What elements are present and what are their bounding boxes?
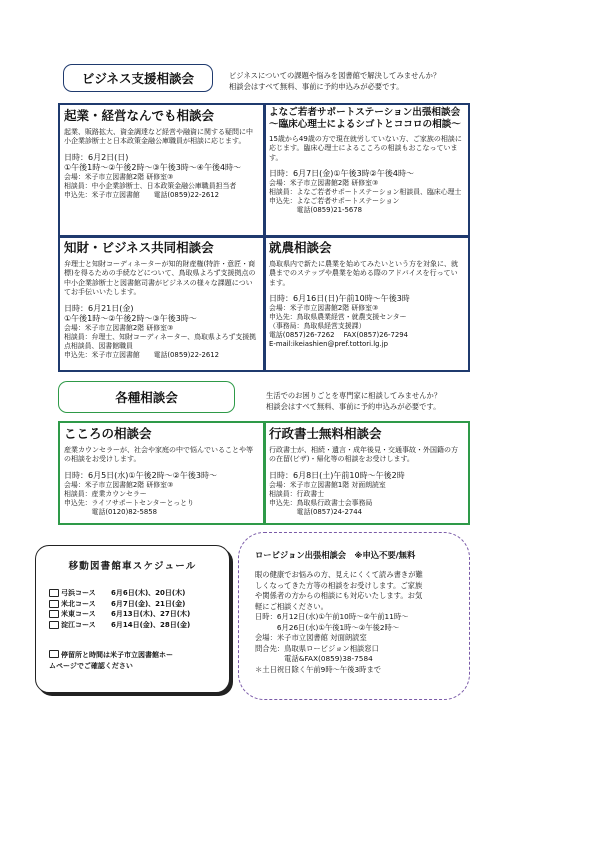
bus-icon (49, 621, 59, 629)
cell-info: 申込先：米子市立図書館 電話(0859)22-2612 (64, 190, 220, 199)
cell-info: 会場：米子市立図書館2階 研修室③ (64, 480, 174, 489)
cell-kigyo (60, 105, 263, 235)
cell-date: 日時：6月8日(土)午前10時～午後2時 (269, 470, 405, 480)
cell-info: 会場：米子市立図書館2階 研修室③ (269, 304, 379, 313)
business-heading (63, 64, 213, 92)
body-line: ＊土日祝日除く午前9時～午後3時まで (255, 664, 382, 674)
cell-info: 電話(0120)82-5858 (64, 507, 158, 516)
bus-icon (49, 589, 59, 597)
body-line: 眼の健康でお悩みの方、見えにくくて読み書きが難 (255, 570, 423, 579)
cell-desc: 行政書士が、相続・遺言・成年後見・交通事故・外国籍の方の在留(ビザ)・帰化等の相談をお受けします。 (269, 446, 458, 464)
cell-info: 電話(0859)21-5678 (269, 206, 363, 215)
route-row (49, 609, 224, 620)
cell-info: 申込先：鳥取県農業経営・就農支援センター (269, 313, 407, 322)
body-line: 問合先：鳥取県ロービジョン相談窓口 (255, 643, 379, 653)
cell-date: 日時：6月21日(金) (64, 303, 134, 313)
bus-icon (49, 650, 59, 658)
cell-title: よなご若者サポートステーション出張相談会～臨床心理士によるシゴトとココロの相談～ (269, 107, 461, 130)
body-line: しくなってきた方等の相談をお受けします。ご家族 (255, 580, 423, 590)
cell-desc: 弁理士と知財コーディネーターが知的財産権(特許・意匠・商標)を得るための手続などについて、鳥取県よろず支援拠点の中小企業診断士と図書館司書がビジネスの様々な課題についてお手伝いいたします。 (64, 260, 256, 297)
mobile-library-title: 移動図書館車スケジュール (68, 561, 197, 572)
cell-desc: 起業、販路拡大、資金調達など経営や融資に関する疑問に中小企業診断士と日本政策金融公庫職員が相談に応じます。 (64, 128, 253, 146)
cell-kokoro (60, 423, 263, 523)
body-line: 会場：米子市立図書館 対面朗読室 (255, 633, 367, 642)
cell-info: 相談員：弁理士、知財コーディネーター、鳥取県よろず支援拠点相談員、図書館職員 (64, 332, 257, 350)
bus-icon (49, 600, 59, 608)
cell-title: 就農相談会 (269, 240, 332, 255)
route-name: 米北コース (61, 599, 96, 608)
route-dates: 6月7日(金)、21日(金) (111, 599, 186, 608)
route-row (49, 620, 224, 631)
cell-wakamono (265, 105, 467, 235)
various-heading-text: 各種相談会 (115, 390, 178, 405)
cell-info: 相談員：行政書士 (269, 489, 325, 498)
various-grid (58, 421, 470, 525)
route-dates: 6月6日(木)、20日(木) (111, 589, 186, 597)
various-intro (266, 390, 526, 412)
body-line: 電話&FAX(0859)38-7584 (255, 654, 373, 663)
cell-chizai (60, 237, 263, 369)
cell-info: （事務局：鳥取県経営支援課） (269, 322, 366, 331)
low-vision-body (255, 570, 457, 675)
cell-title: 行政書士無料相談会 (269, 426, 382, 441)
cell-date: 日時：6月7日(金)①午後3時②午後4時～ (269, 169, 414, 179)
cell-info: 会場：米子市立図書館2階 研修室③ (64, 323, 174, 332)
note-line: 停留所と時間は米子市立図書館ホー (61, 651, 173, 659)
cell-desc: 鳥取県内で新たに農業を始めてみたいという方を対象に、就農までのステップや農業を始める際のアドバイスを行っています。 (269, 260, 458, 287)
cell-info: 相談員：よなご若者サポートステーション相談員、臨床心理士 (269, 188, 462, 197)
cell-gyosei (265, 423, 467, 523)
various-heading (58, 381, 235, 413)
business-intro-line: ビジネスについての課題や悩みを図書館で解決してみませんか？ (229, 71, 441, 80)
cell-title: 起業・経営なんでも相談会 (64, 108, 215, 123)
cell-info: 電話(0857)24-2744 (269, 507, 363, 516)
route-row (49, 588, 224, 599)
body-line: 日時：6月12日(水)①午前10時～②午前11時～ (255, 612, 409, 621)
cell-info: 相談員：中小企業診断士、日本政策金融公庫職員担当者 (64, 181, 237, 190)
various-intro-line: 生活でのお困りごとを専門家に相談してみませんか？ (266, 391, 442, 400)
mobile-library-routes (49, 588, 224, 630)
cell-date: ①午後1時～②午後2時～③午後3時～ (64, 313, 197, 323)
body-line: や関係者の方からの相談にも対応いたします。お気 (255, 591, 423, 600)
note-line: ムページでご確認ください (49, 661, 133, 670)
business-intro-line: 相談会はすべて無料、事前に予約申込みが必要です。 (229, 82, 404, 91)
cell-info: 会場：米子市立図書館2階 研修室③ (64, 172, 174, 181)
cell-title: こころの相談会 (64, 426, 152, 441)
cell-date: 日時：6月16日(日)午前10時～午後3時 (269, 294, 410, 304)
route-name: 弓浜コース (61, 589, 96, 597)
route-row (49, 599, 224, 610)
cell-date: 日時：6月5日(水)①午後2時～②午後3時～ (64, 470, 217, 480)
cell-info: 会場：米子市立図書館2階 研修室③ (269, 179, 379, 188)
cell-date: 日時：6月2日(日) (64, 152, 129, 162)
cell-info: 相談員：産業カウンセラー (64, 489, 147, 498)
cell-info: 申込先：ライフサポートセンターとっとり (64, 498, 194, 507)
cell-info: 申込先：米子市立図書館 電話(0859)22-2612 (64, 350, 220, 359)
cell-shuno (265, 237, 467, 369)
cell-email[interactable]: E-mail:ikeiashien@pref.tottori.lg.jp (269, 340, 388, 349)
body-line: 6月26日(水)①午後1時～②午後2時～ (255, 622, 400, 632)
route-dates: 6月13日(木)、27日(木) (111, 610, 191, 618)
cell-info: 会場：米子市立図書館1階 対面朗読室 (269, 480, 386, 489)
mobile-library-box (35, 545, 230, 693)
route-dates: 6月14日(金)、28日(金) (111, 620, 191, 629)
cell-info: 申込先：よなご若者サポートステーション (269, 197, 400, 206)
low-vision-box (238, 532, 470, 700)
route-name: 淀江コース (61, 620, 96, 629)
business-heading-text: ビジネス支援相談会 (81, 71, 195, 86)
bus-icon (49, 610, 59, 618)
business-grid (58, 103, 470, 372)
route-name: 米東コース (61, 610, 96, 618)
body-line: 軽にご相談ください。 (255, 601, 328, 611)
cell-info: 申込先：鳥取県行政書士会事務局 (269, 498, 373, 507)
cell-title: 知財・ビジネス共同相談会 (64, 240, 214, 255)
cell-info: 電話(0857)26-7262 FAX(0857)26-7294 (269, 331, 409, 340)
business-intro (229, 70, 519, 92)
cell-desc: 産業カウンセラーが、社会や家庭の中で悩んでいることや等の相談をお受けします。 (64, 446, 253, 464)
low-vision-title: ロービジョン出張相談会 ※申込不要/無料 (255, 550, 416, 560)
mobile-library-note (49, 649, 227, 671)
cell-desc: 15歳から49歳の方で現在就労していない方、ご家族の相談に応じます。臨床心理士によるこころの相談もおこなっています。 (269, 135, 462, 162)
various-intro-line: 相談会はすべて無料、事前に予約申込みが必要です。 (266, 402, 441, 411)
cell-date: ①午後1時～②午後2時～③午後3時～④午後4時～ (64, 162, 242, 172)
